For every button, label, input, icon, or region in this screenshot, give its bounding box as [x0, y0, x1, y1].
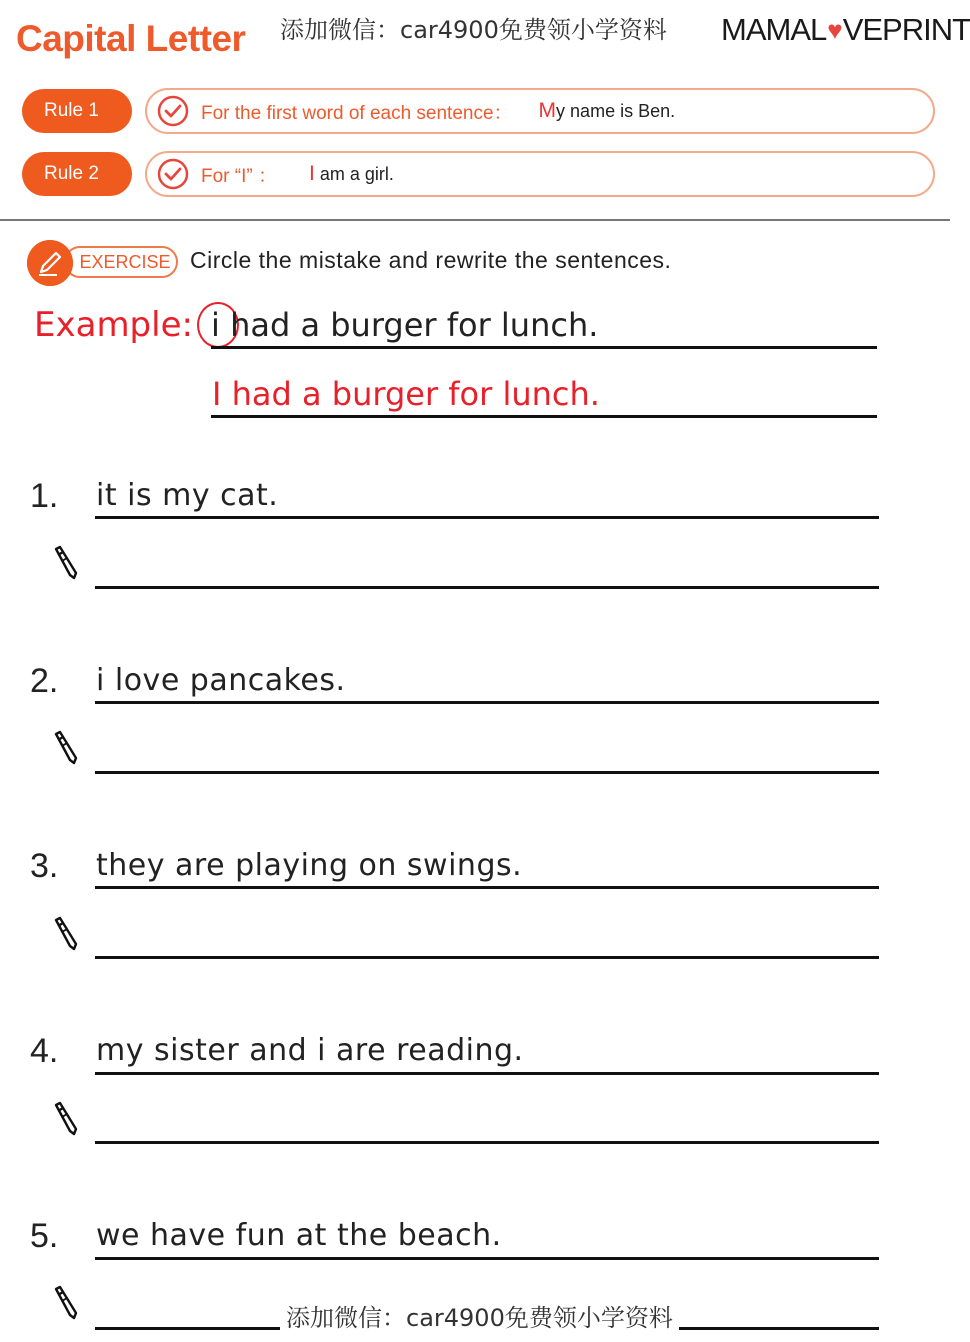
rule-2-box	[145, 151, 935, 197]
pencil-icon	[50, 730, 82, 766]
pencil-icon	[50, 545, 82, 581]
example-underline-1	[211, 346, 877, 349]
rule-1-example-cap: M	[538, 99, 557, 122]
brand-logo	[721, 12, 970, 48]
rule-1-text: For the first word of each sentence：	[201, 102, 513, 124]
example-wrong-sentence	[211, 306, 598, 344]
question-2-answer-line[interactable]	[95, 771, 879, 774]
watermark-bottom: 添加微信：car4900免费领小学资料	[280, 1298, 679, 1333]
check-circle-icon	[157, 158, 189, 190]
example-wrong-rest: had a burger for lunch.	[230, 306, 599, 344]
question-2-underline	[95, 701, 879, 704]
question-3-text: they are playing on swings.	[96, 848, 523, 883]
check-circle-icon	[157, 95, 189, 127]
question-1-underline	[95, 516, 879, 519]
question-4-number: 4.	[30, 1032, 59, 1070]
exercise-tag: EXERCISE	[64, 246, 178, 278]
rule-1-example-rest: y name is Ben.	[556, 101, 676, 121]
question-3-number: 3.	[30, 847, 59, 885]
question-1-number: 1.	[30, 477, 59, 515]
rule-2-text: For “I” ：	[201, 165, 277, 187]
question-1-text: it is my cat.	[96, 478, 279, 513]
pencil-icon	[50, 1285, 82, 1321]
question-4-answer-line[interactable]	[95, 1141, 879, 1144]
question-3-underline	[95, 886, 879, 889]
example-wrong-first: i	[211, 306, 220, 344]
question-1-answer-line[interactable]	[95, 586, 879, 589]
pencil-badge-icon	[27, 240, 73, 286]
question-5-text: we have fun at the beach.	[96, 1218, 502, 1253]
question-4-underline	[95, 1072, 879, 1075]
example-corrected-sentence: I had a burger for lunch.	[212, 375, 600, 413]
exercise-instruction: Circle the mistake and rewrite the sentences.	[190, 247, 672, 273]
rule-2-example-cap: I	[309, 162, 315, 185]
rule-2-badge: Rule 2	[22, 152, 132, 196]
rule-2-example-rest: am a girl.	[319, 164, 394, 184]
question-4-text: my sister and i are reading.	[96, 1033, 524, 1068]
question-5-number: 5.	[30, 1217, 59, 1255]
question-3-answer-line[interactable]	[95, 956, 879, 959]
rule-2-example	[309, 162, 394, 186]
question-2-text: i love pancakes.	[96, 663, 346, 698]
watermark-top: 添加微信：car4900免费领小学资料	[280, 16, 667, 44]
rule-1-badge: Rule 1	[22, 89, 132, 133]
page-title: Capital Letter	[16, 18, 246, 59]
example-label: Example:	[34, 305, 193, 345]
brand-text-right: VEPRINT	[842, 12, 970, 47]
question-2-number: 2.	[30, 662, 59, 700]
heart-icon: ♥	[827, 14, 842, 45]
pencil-icon	[50, 1101, 82, 1137]
example-underline-2	[211, 415, 877, 418]
pencil-icon	[50, 916, 82, 952]
brand-text-left: MAMAL	[721, 12, 827, 47]
question-5-underline	[95, 1257, 879, 1260]
rule-1-box	[145, 88, 935, 134]
rule-1-example	[539, 99, 676, 123]
divider	[0, 219, 950, 221]
